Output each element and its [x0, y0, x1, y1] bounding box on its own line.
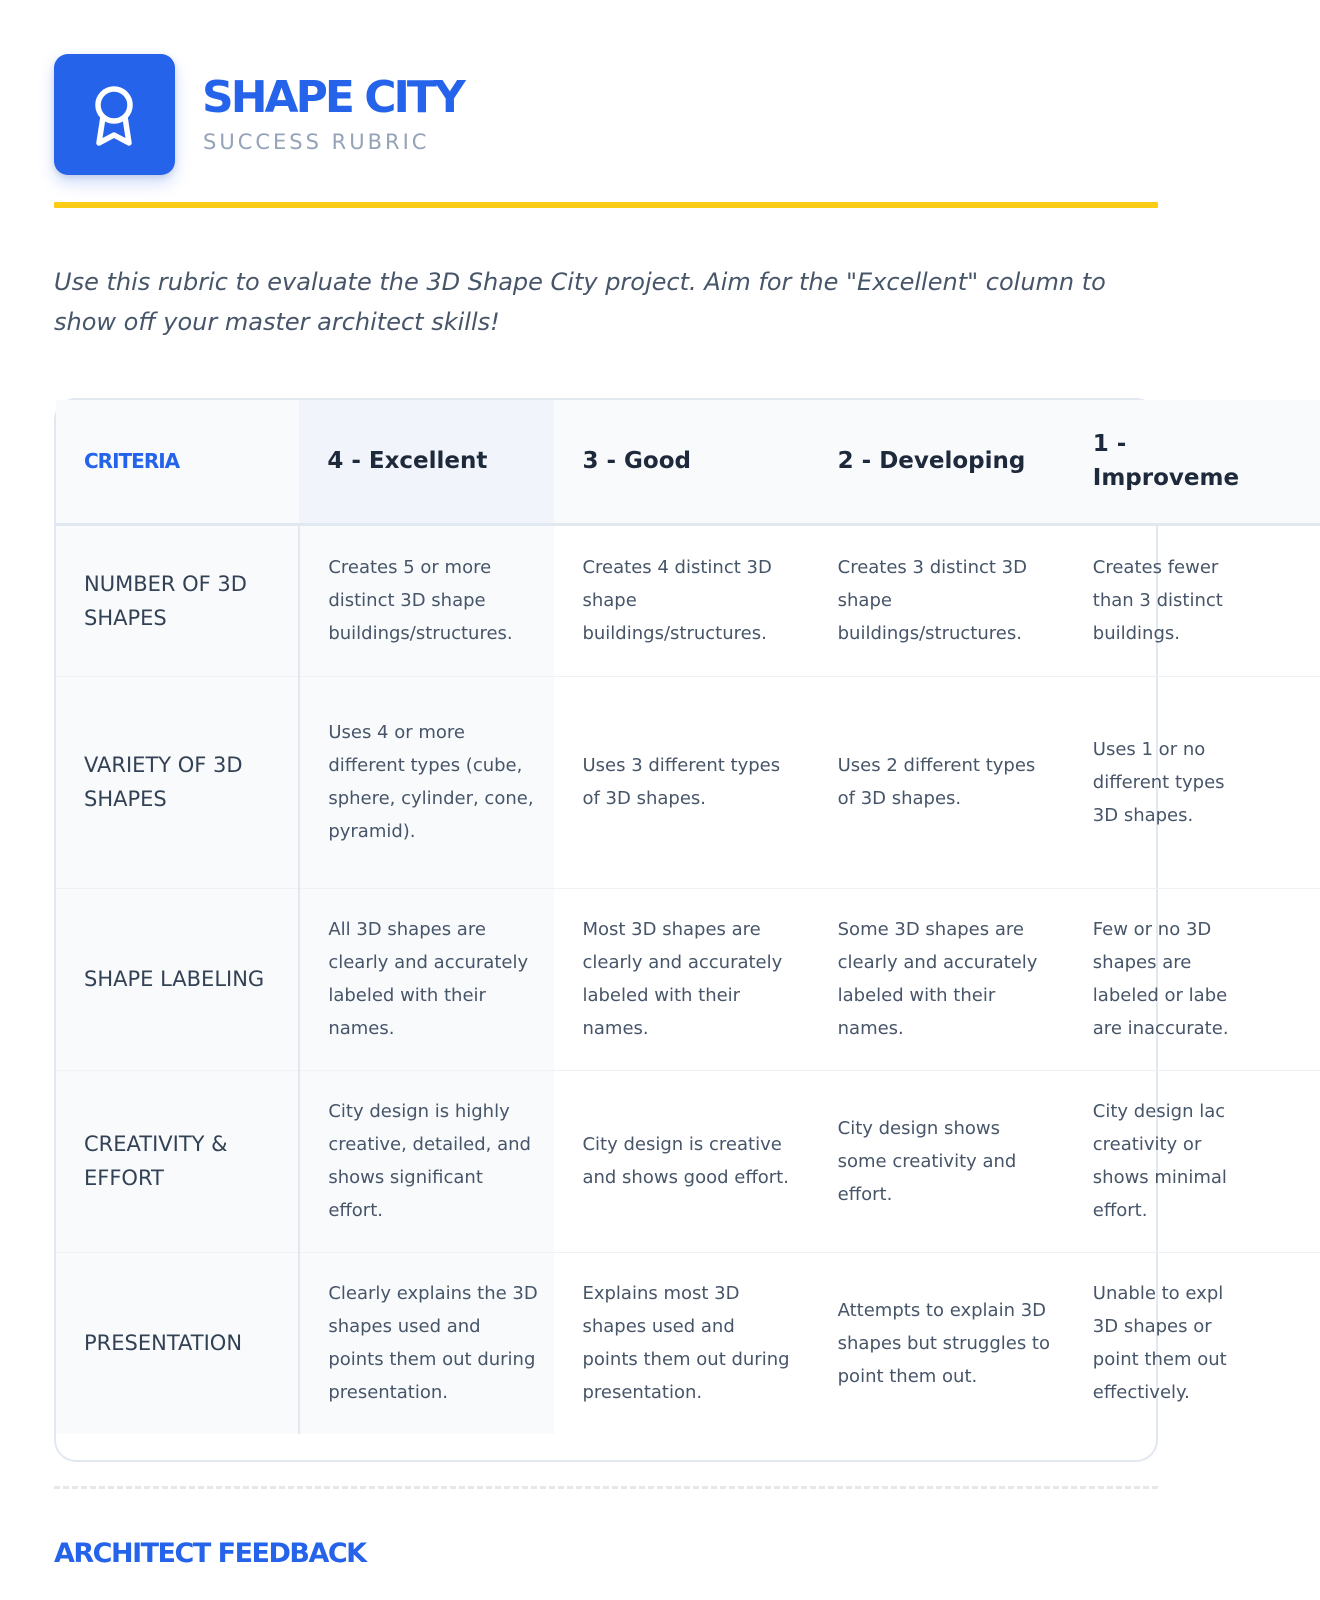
column-header-improvement-label: 1 - Improveme [1092, 431, 1240, 492]
good-cell: Creates 4 distinct 3D shape buildings/structures. [554, 524, 809, 676]
criteria-cell: VARIETY OF 3D SHAPES [56, 676, 299, 888]
developing-cell: City design shows some creativity and effort. [810, 1070, 1065, 1252]
column-header-developing: 2 - Developing [810, 400, 1065, 524]
good-cell: Uses 3 different types of 3D shapes. [554, 676, 809, 888]
improvement-cell: Uses 1 or no different types 3D shapes. [1065, 676, 1320, 888]
excellent-cell: Clearly explains the 3D shapes used and points them out during presentation. [299, 1252, 554, 1434]
developing-cell: Creates 3 distinct 3D shape buildings/structures. [810, 524, 1065, 676]
page-title: SHAPE CITY [202, 72, 463, 123]
criteria-cell: NUMBER OF 3D SHAPES [56, 524, 299, 676]
rubric-row [56, 524, 1320, 676]
rubric-row [56, 1252, 1320, 1434]
excellent-cell: City design is highly creative, detailed, and shows significant effort. [299, 1070, 554, 1252]
section-divider [54, 1486, 1158, 1489]
intro-text: Use this rubric to evaluate the 3D Shape City project. Aim for the "Excellent" column to show off your master architect skills! [54, 268, 1106, 336]
column-header-good: 3 - Good [554, 400, 809, 524]
good-cell: City design is creative and shows good effort. [554, 1070, 809, 1252]
rubric-table-card [54, 398, 1240, 1462]
rubric-header-row [56, 400, 1320, 524]
rubric-row [56, 1070, 1320, 1252]
excellent-cell: All 3D shapes are clearly and accurately labeled with their names. [299, 888, 554, 1070]
column-header-criteria: CRITERIA [56, 400, 299, 524]
developing-cell: Uses 2 different types of 3D shapes. [810, 676, 1065, 888]
developing-cell: Attempts to explain 3D shapes but struggles to point them out. [837, 1299, 1050, 1387]
logo [54, 54, 175, 175]
criteria-cell: CREATIVITY & EFFORT [56, 1070, 299, 1252]
criteria-cell: PRESENTATION [56, 1252, 299, 1434]
award-ribbon-icon [84, 82, 144, 148]
criteria-cell: SHAPE LABELING [56, 888, 299, 1070]
page-subtitle: SUCCESS RUBRIC [203, 130, 430, 154]
improvement-cell: Few or no 3D shapes are labeled or labe are inaccurate. [1065, 888, 1320, 1070]
excellent-cell: Uses 4 or more different types (cube, sphere, cylinder, cone, pyramid). [299, 676, 554, 888]
excellent-cell: Creates 5 or more distinct 3D shape buildings/structures. [299, 524, 554, 676]
rubric-row [56, 888, 1320, 1070]
good-cell: Explains most 3D shapes used and points them out during presentation. [582, 1283, 790, 1404]
improvement-cell: Creates fewer than 3 distinct buildings. [1065, 524, 1320, 676]
rubric-table [56, 400, 1320, 1434]
feedback-heading: ARCHITECT FEEDBACK [54, 1538, 366, 1569]
developing-cell: Some 3D shapes are clearly and accurately labeled with their names. [810, 888, 1065, 1070]
rubric-row [56, 676, 1320, 888]
improvement-cell: City design lac creativity or shows minimal effort. [1065, 1070, 1320, 1252]
column-header-excellent: 4 - Excellent [299, 400, 554, 524]
header-divider [54, 202, 1158, 208]
improvement-cell: Unable to expl 3D shapes or point them out effectively. [1092, 1283, 1227, 1404]
column-header-improvement [1065, 400, 1320, 524]
page-header [54, 54, 1158, 204]
good-cell: Most 3D shapes are clearly and accurately labeled with their names. [554, 888, 809, 1070]
